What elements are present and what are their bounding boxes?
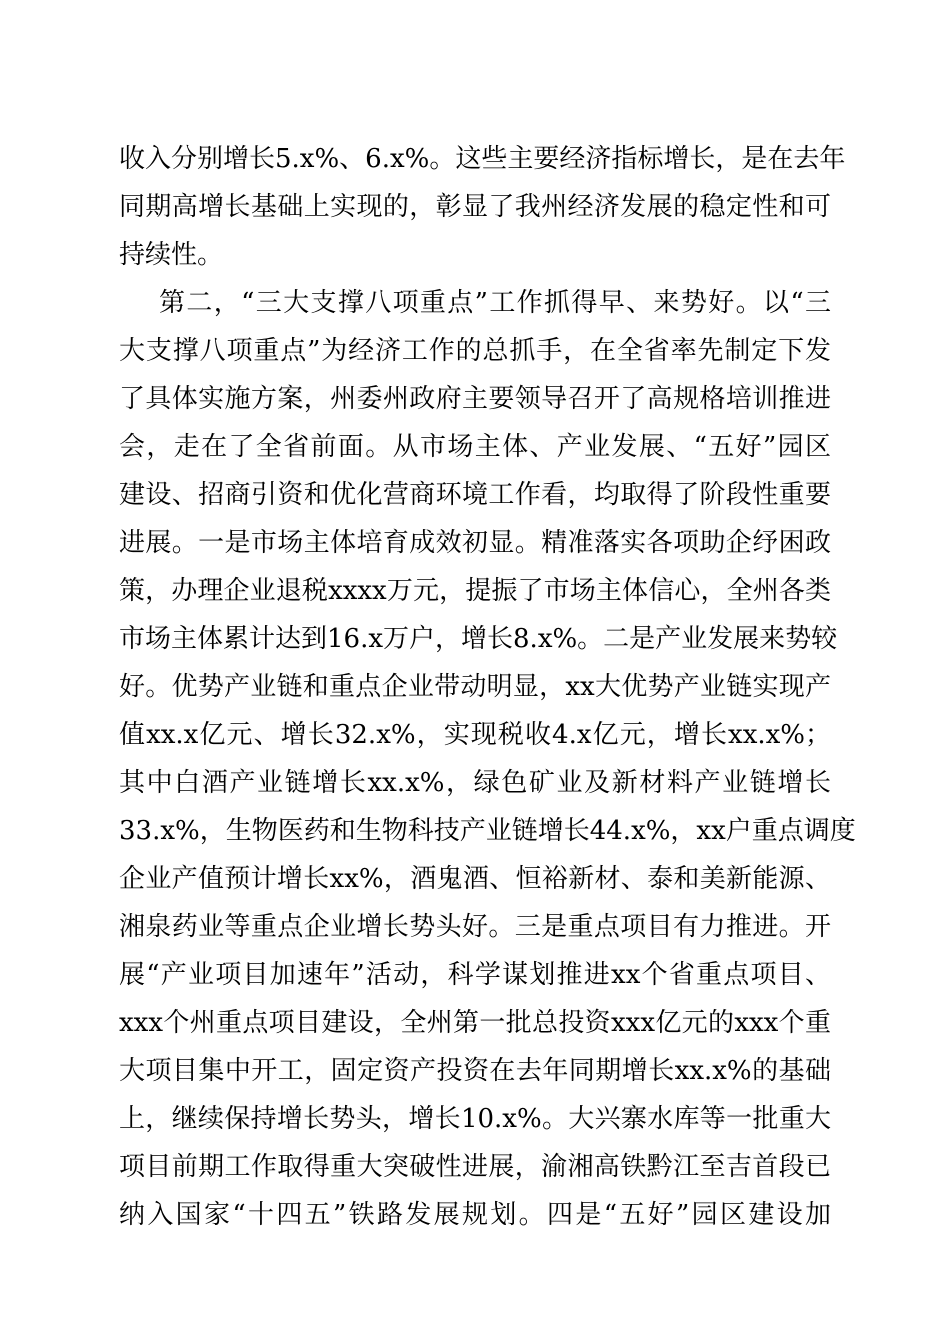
paragraph-2-line-4: 会，走在了全省前面。从市场主体、产业发展、“五好”园区 xyxy=(119,432,831,462)
paragraph-2-line-12: 33.x%，生物医药和生物科技产业链增长44.x%，xx户重点调度 xyxy=(119,816,856,846)
paragraph-2-line-20: 纳入国家“十四五”铁路发展规划。四是“五好”园区建设加 xyxy=(119,1200,831,1230)
paragraph-2-line-5: 建设、招商引资和优化营商环境工作看，均取得了阶段性重要 xyxy=(119,480,831,510)
paragraph-2-line-7: 策，办理企业退税xxxx万元，提振了市场主体信心，全州各类 xyxy=(119,576,831,606)
paragraph-2-line-3: 了具体实施方案，州委州政府主要领导召开了高规格培训推进 xyxy=(119,384,831,414)
paragraph-1-line-2: 同期高增长基础上实现的，彰显了我州经济发展的稳定性和可 xyxy=(119,192,831,222)
paragraph-2-line-8: 市场主体累计达到16.x万户，增长8.x%。二是产业发展来势较 xyxy=(119,624,838,654)
paragraph-2-line-10: 值xx.x亿元、增长32.x%，实现税收4.x亿元，增长xx.x%； xyxy=(119,720,831,750)
paragraph-2-line-11: 其中白酒产业链增长xx.x%，绿色矿业及新材料产业链增长 xyxy=(119,768,831,798)
paragraph-2-line-2: 大支撑八项重点”为经济工作的总抓手，在全省率先制定下发 xyxy=(119,336,831,366)
paragraph-2-line-17: 大项目集中开工，固定资产投资在去年同期增长xx.x%的基础 xyxy=(119,1056,831,1086)
paragraph-1-line-1: 收入分别增长5.x%、6.x%。这些主要经济指标增长，是在去年 xyxy=(119,144,846,174)
paragraph-2-line-6: 进展。一是市场主体培育成效初显。精准落实各项助企纾困政 xyxy=(119,528,831,558)
paragraph-2-line-19: 项目前期工作取得重大突破性进展，渝湘高铁黔江至吉首段已 xyxy=(119,1152,831,1182)
paragraph-2-line-15: 展“产业项目加速年”活动，科学谋划推进xx个省重点项目、 xyxy=(119,960,831,990)
paragraph-2-line-1: 第二，“三大支撑八项重点”工作抓得早、来势好。以“三 xyxy=(159,288,831,318)
paragraph-2-line-9: 好。优势产业链和重点企业带动明显，xx大优势产业链实现产 xyxy=(119,672,831,702)
paragraph-2-line-16: xxx个州重点项目建设，全州第一批总投资xxx亿元的xxx个重 xyxy=(119,1008,831,1038)
paragraph-2-line-13: 企业产值预计增长xx%，酒鬼酒、恒裕新材、泰和美新能源、 xyxy=(119,864,831,894)
paragraph-2-line-14: 湘泉药业等重点企业增长势头好。三是重点项目有力推进。开 xyxy=(119,912,831,942)
paragraph-1-line-3: 持续性。 xyxy=(119,240,224,270)
paragraph-2-line-18: 上，继续保持增长势头，增长10.x%。大兴寨水库等一批重大 xyxy=(119,1104,831,1134)
